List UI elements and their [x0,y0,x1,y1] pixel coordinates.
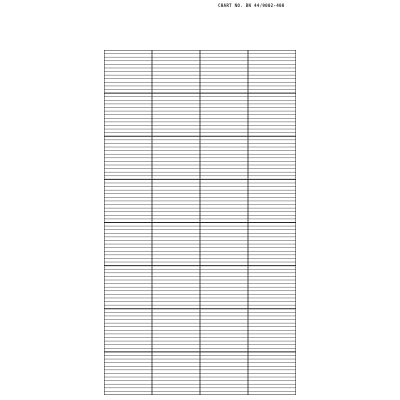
chart-number-label: CHART NO. BN 44/9002-400 [218,3,285,8]
recorder-grid [104,50,296,395]
grid-lines [104,50,296,395]
